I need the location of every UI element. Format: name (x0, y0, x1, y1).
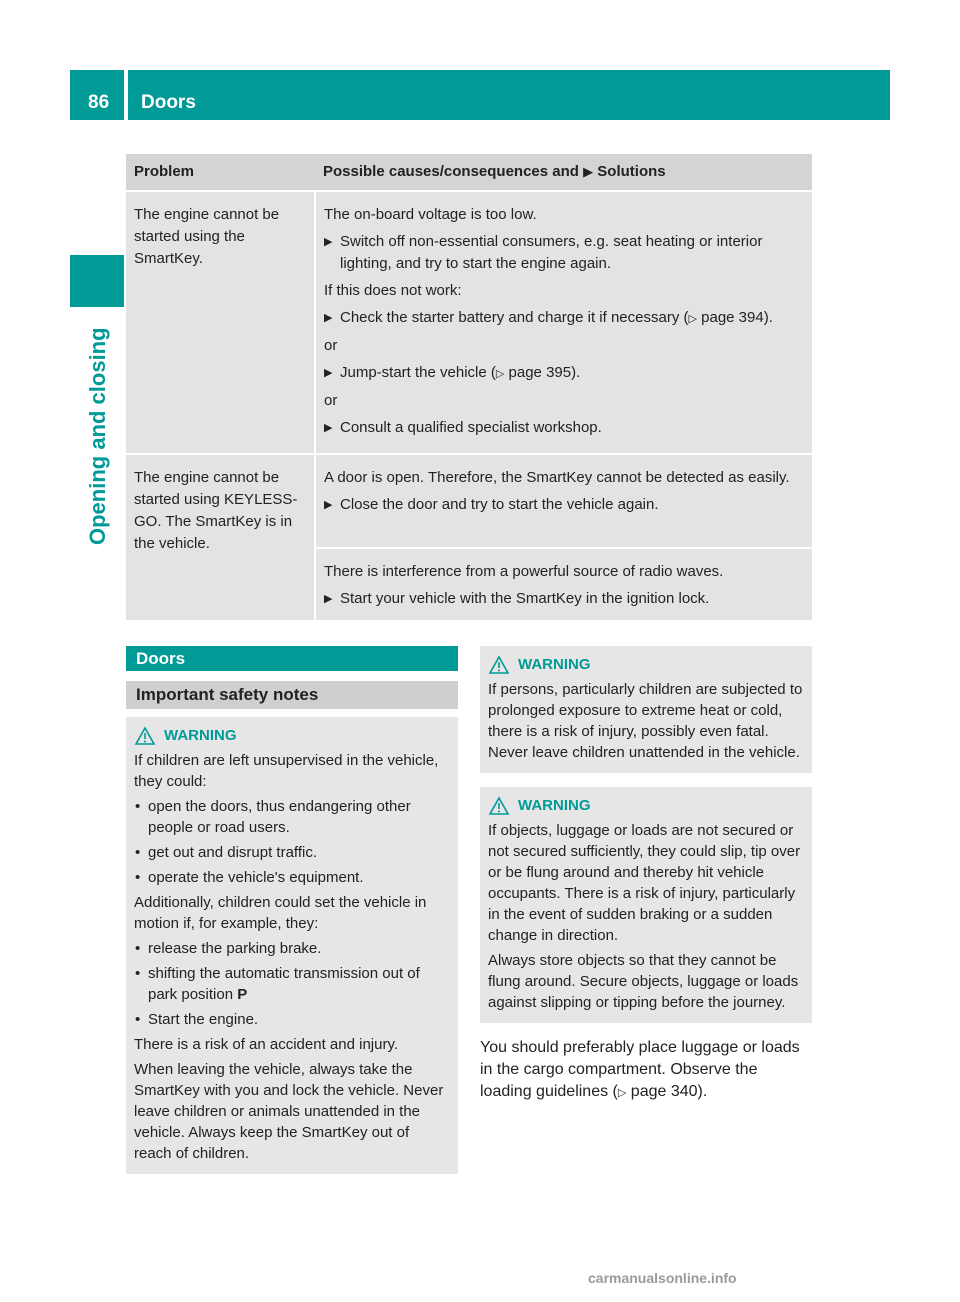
warning-triangle-icon (134, 726, 156, 746)
left-column (126, 646, 458, 1174)
list-item: • Start the engine. (135, 1011, 259, 1028)
list-item: • operate the vehicle's equipment. (135, 869, 364, 886)
warning-triangle-icon (488, 796, 510, 816)
step: ▶ Switch off non-essential consumers, e.g. seat heating or interior lighting, and try to start the engine again. (324, 233, 763, 272)
page-number: 86 (88, 92, 110, 113)
arrow-right-icon: ▶ (324, 236, 333, 248)
page-ref-icon: ▷ (617, 1087, 627, 1099)
warning-heading: WARNING (488, 654, 804, 675)
problem-cell: The engine cannot be started using KEYLESS-GO. The SmartKey is in the vehicle. (126, 454, 315, 620)
bullet-icon: • (135, 965, 141, 982)
warning-triangle-icon (488, 655, 510, 675)
bullet-icon: • (135, 1011, 141, 1028)
step: ▶ Start your vehicle with the SmartKey in the ignition lock. (324, 588, 804, 610)
bullet-icon: • (135, 844, 141, 861)
arrow-right-icon: ▶ (583, 164, 594, 179)
arrow-right-icon: ▶ (324, 593, 333, 605)
solution-cell: A door is open. Therefore, the SmartKey cannot be detected as easily. ▶ Close the door and try to start the vehicle again. (315, 454, 812, 548)
bullet-icon: • (135, 798, 141, 815)
page-ref-icon: ▷ (688, 313, 697, 325)
section-title: Doors (126, 646, 458, 671)
warning-box: WARNING If children are left unsupervised in the vehicle, they could: • open the doors, thus endangering other people or road users. • get out and disrupt traffic. • operate the vehicle's equipment. Additionally, children could set the vehicle in motion if, for example, they: • release the parking brake. • shifting the automatic transmission out of park position P • Start the engine. There is a risk of an accident and injury. When leaving the vehicle, always take the SmartKey with you and lock the vehicle. Never leave children or animals unattended in the vehicle. Always keep the SmartKey out of reach of children. (126, 717, 458, 1174)
body-paragraph: You should preferably place luggage or loads in the cargo compartment. Observe the loading guidelines (▷ page 340). (480, 1039, 800, 1100)
chapter-tab-marker (70, 255, 124, 307)
warning-heading: WARNING (488, 795, 804, 816)
page-number-box (70, 70, 124, 120)
page-ref-link[interactable]: page 340). (630, 1083, 708, 1100)
table-row (126, 191, 812, 454)
header-problem: Problem (126, 154, 315, 191)
subsection-title: Important safety notes (126, 681, 458, 709)
watermark: carmanualsonline.info (588, 1270, 737, 1286)
list-item: • release the parking brake. (135, 940, 322, 957)
step: ▶ Check the starter battery and charge it if necessary (▷ page 394). (324, 307, 804, 330)
bullet-icon: • (135, 940, 141, 957)
problem-cell: The engine cannot be started using the SmartKey. (126, 191, 315, 454)
step: ▶ Close the door and try to start the vehicle again. (324, 494, 804, 516)
page-header-bar (128, 70, 890, 120)
warning-box: WARNING If objects, luggage or loads are not secured or not secured sufficiently, they could slip, tip over or be flung around and thereby hit vehicle occupants. There is a risk of injury, particularly in the event of sudden braking or a sudden change in direction. Always store objects so that they cannot be flung around. Secure objects, luggage or loads against slipping or tipping before the journey. (480, 787, 812, 1023)
list-item: • open the doors, thus endangering other people or road users. (135, 798, 411, 836)
arrow-right-icon: ▶ (324, 422, 333, 434)
solution-cell: There is interference from a powerful source of radio waves. ▶ Start your vehicle with the SmartKey in the ignition lock. (315, 548, 812, 620)
right-column (480, 646, 812, 1104)
page-title: Doors (141, 92, 196, 113)
arrow-right-icon: ▶ (324, 312, 333, 324)
header-solutions: Possible causes/consequences and ▶ Solutions (315, 154, 812, 191)
page-ref-icon: ▷ (495, 368, 505, 380)
step: ▶ Consult a qualified specialist workshop. (324, 417, 804, 439)
troubleshooting-table (126, 154, 812, 620)
list-item: • get out and disrupt traffic. (135, 844, 317, 861)
arrow-right-icon: ▶ (324, 499, 333, 511)
page-ref-link[interactable]: page 394). (701, 309, 773, 326)
warning-heading: WARNING (134, 725, 450, 746)
table-row (126, 454, 812, 548)
arrow-right-icon: ▶ (324, 367, 333, 379)
table-header-row (126, 154, 812, 191)
bullet-icon: • (135, 869, 141, 886)
step: ▶ Jump-start the vehicle (▷ page 395). (324, 362, 804, 385)
warning-box: WARNING If persons, particularly children are subjected to prolonged exposure to extreme heat or cold, there is a risk of injury, possibly even fatal. Never leave children unattended in the vehicle. (480, 646, 812, 773)
list-item: • shifting the automatic transmission out of park position P (135, 965, 420, 1003)
solution-cell: The on-board voltage is too low. ▶ Switch off non-essential consumers, e.g. seat heating or interior lighting, and try to start the engine again. If this does not work: ▶ Check the starter battery and charge it if necessary (▷ page 394). or ▶ Jump-start the vehicle (▷ page 395). or ▶ Consult a qualified specialist workshop. (315, 191, 812, 454)
chapter-tab-label: Opening and closing (85, 327, 110, 545)
page-ref-link[interactable]: page 395). (508, 364, 581, 381)
